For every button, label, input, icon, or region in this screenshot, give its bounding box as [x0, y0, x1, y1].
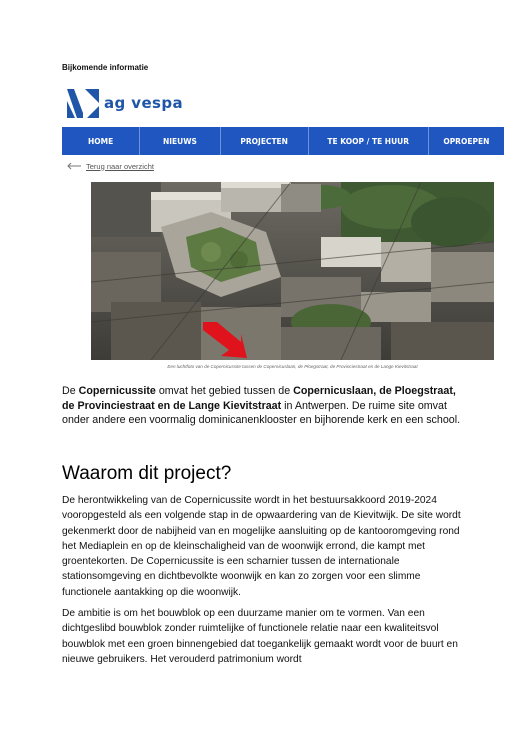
intro-bold-site: Copernicussite	[78, 385, 156, 397]
section-title: Waarom dit project?	[62, 463, 232, 484]
nav-nieuws[interactable]: NIEUWS	[140, 127, 220, 155]
aerial-photo-image	[91, 182, 494, 360]
section-paragraph-1: De herontwikkeling van de Copernicussite wordt in het bestuursakkoord 2019-2024 vooropgesteld als een volgende stap in de opwaardering van de Kievitwijk. De site wordt gekenmerkt door de nabijheid van en mogelijke aansluiting op de kantooromgeving rond het Mediaplein en op de kleinschaligheid van de woonwijk errond, die kampt met groentekorten. De Copernicussite is een scharnier tussen de internationale stationsomgeving en dichtbevolkte woonwijk en kan zo zorgen voor een slimme functionele aantakking op die woonwijk.	[62, 495, 461, 598]
main-navigation	[62, 127, 504, 155]
document-heading: Bijkomende informatie	[62, 63, 149, 72]
ag-vespa-logo[interactable]	[66, 85, 186, 121]
aerial-photo	[91, 182, 494, 360]
nav-oproepen[interactable]: OPROEPEN	[443, 136, 490, 146]
nav-te-koop-te-huur[interactable]: TE KOOP / TE HUUR	[309, 127, 429, 155]
logo-text: ag vespa	[104, 94, 184, 112]
nav-home[interactable]: HOME	[62, 127, 140, 155]
photo-caption: Een luchtfoto van de Copernicussite tussen de Copernicuslaan, de Ploegstraat, de Provinciestraat en de Lange Kievitstraat	[167, 364, 418, 369]
intro-bold-streets: Copernicuslaan, de Ploegstraat, de Provinciestraat en de Lange Kievitstraat	[62, 385, 456, 412]
arrow-left-icon	[66, 161, 82, 171]
logo-mark-icon	[66, 87, 100, 119]
back-to-overview-link[interactable]	[66, 161, 154, 171]
section-paragraph-2: De ambitie is om het bouwblok op een duurzame manier om te vormen. Van een dichtgeslibd bouwblok zonder ruimtelijke of functionele relatie naar een kwaliteitsvol bouwblok met een groen binnengebied dat toegankelijk gemaakt wordt voor de buurt en nieuwe gebruikers. Het verouderd patrimonium wordt	[62, 608, 458, 665]
intro-paragraph: De Copernicussite omvat het gebied tussen de Copernicuslaan, de Ploegstraat, de Provinciestraat en de Lange Kievitstraat in Antwerpen. De ruime site omvat onder andere een voormalig dominicanenklooster en bijhorende kerk en een school.	[62, 385, 461, 427]
back-link-label: Terug naar overzicht	[86, 161, 154, 171]
nav-projecten[interactable]: PROJECTEN	[221, 127, 309, 155]
